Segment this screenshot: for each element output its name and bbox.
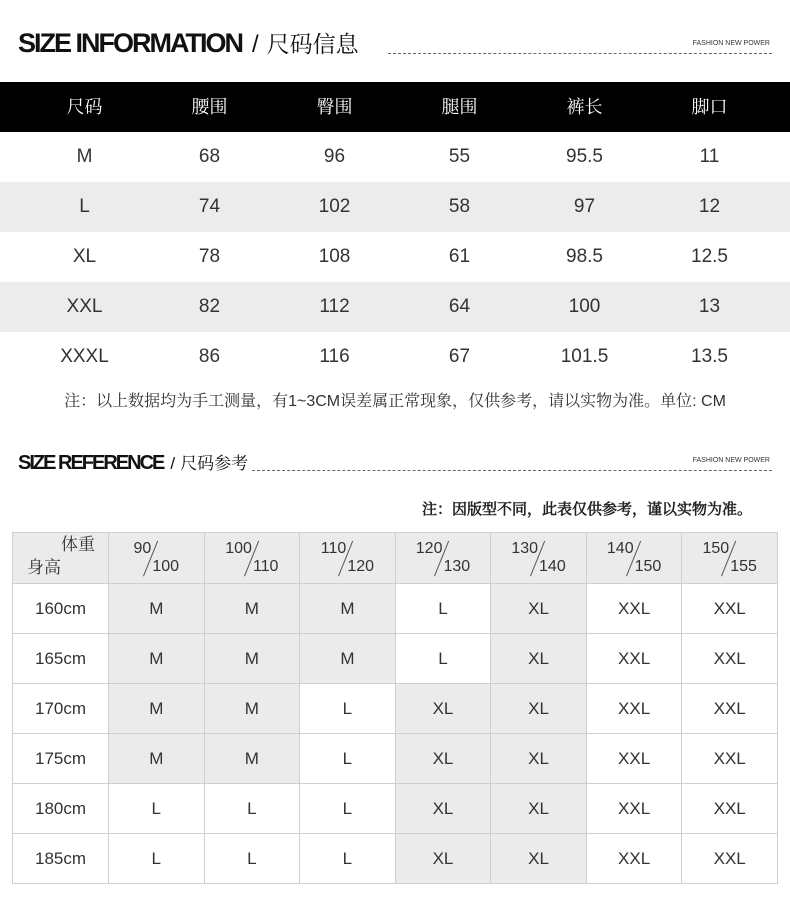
size-cell: M [204,634,300,684]
size-reference-title-cn: 尺码参考 [180,454,249,473]
size-cell: XXL [682,834,778,884]
size-cell: XL [491,834,587,884]
table-row [13,584,778,634]
length-cell: 101.5 [560,346,609,367]
weight-axis-label: 体重 [61,535,95,554]
weight-range-to: 120 [347,558,375,575]
hem-cell: 12 [698,196,721,217]
waist-cell: 86 [198,346,221,367]
weight-range-header [395,533,491,584]
column-header-size: 尺码 [66,97,103,117]
weight-range-from: 100 [225,540,252,557]
weight-range-from: 120 [415,540,443,557]
weight-range-from: 110 [320,540,347,557]
size-cell: M [109,634,205,684]
brand-tagline: FASHION NEW POWER [692,457,770,464]
size-cell: XXL [586,834,682,884]
size-cell: M [109,734,205,784]
size-cell: L [395,634,491,684]
hem-cell: 11 [699,146,720,167]
measurement-note: 注：以上数据均为手工测量，有1~3CM误差属正常现象，仅供参考，请以实物为准。单位: CM [64,393,726,410]
weight-range-to: 150 [634,558,662,575]
size-cell: XL [395,734,491,784]
table-row [13,834,778,884]
height-axis-label: 身高 [27,558,61,577]
waist-cell: 82 [198,296,221,317]
height-cell: 165cm [13,634,109,684]
column-header-thigh: 腿围 [441,97,478,117]
weight-range-header [586,533,682,584]
size-cell: L [204,834,300,884]
weight-range-header [204,533,300,584]
size-information-table [0,82,790,382]
thigh-cell: 64 [448,296,471,317]
table-row [0,182,790,232]
weight-range-to: 100 [152,558,180,575]
weight-range-to: 130 [443,558,471,575]
size-reference-title: SIZE REFERENCE [18,452,164,474]
size-cell: XL [491,634,587,684]
hip-cell: 108 [318,246,351,267]
size-cell: XXL [586,634,682,684]
length-cell: 100 [568,296,601,317]
height-cell: 175cm [13,734,109,784]
weight-range-to: 110 [252,558,279,575]
size-information-heading [18,30,359,58]
size-cell: XL [491,684,587,734]
size-cell: L [300,834,396,884]
size-cell: M [204,734,300,784]
weight-range-from: 90 [133,540,152,557]
table-row [13,734,778,784]
waist-cell: 74 [198,196,221,217]
weight-range-header [300,533,396,584]
weight-range-from: 140 [606,540,634,557]
hem-cell: 12.5 [691,246,728,267]
table-row [0,332,790,382]
size-cell: XXL [586,684,682,734]
size-cell: XL [491,734,587,784]
table-header-row [0,82,790,132]
table-row [13,784,778,834]
hem-cell: 13.5 [691,346,728,367]
size-cell: L [300,734,396,784]
size-cell: L [204,784,300,834]
size-cell: M [204,684,300,734]
weight-range-header [109,533,205,584]
waist-cell: 78 [198,246,221,267]
weight-range-to: 155 [730,558,757,575]
reference-note: 注：因版型不同，此表仅供参考，谨以实物为准。 [421,501,752,518]
table-header-row [13,533,778,584]
size-cell: XL [395,684,491,734]
size-cell: M [109,584,205,634]
hip-cell: 116 [319,346,350,367]
size-cell: XXL [586,734,682,784]
column-header-length: 裤长 [566,97,603,117]
title-separator: / [170,454,176,473]
table-row [0,132,790,182]
table-row [0,232,790,282]
size-information-title-cn: 尺码信息 [266,31,359,57]
waist-cell: 68 [198,146,221,167]
size-cell: XL [491,784,587,834]
size-cell: XXL [586,584,682,634]
title-separator: / [252,31,259,58]
size-cell: L [79,196,90,217]
height-cell: 180cm [13,784,109,834]
weight-range-from: 150 [702,540,730,557]
column-header-hem: 脚口 [691,97,728,117]
height-cell: 170cm [13,684,109,734]
length-cell: 97 [573,196,596,217]
size-cell: XXL [682,684,778,734]
column-header-waist: 腰围 [191,97,228,117]
size-cell: L [109,834,205,884]
length-cell: 98.5 [566,246,603,267]
heading-dashed-rule [388,53,772,54]
height-cell: 185cm [13,834,109,884]
size-cell: XL [491,584,587,634]
size-cell: L [300,784,396,834]
heading-dashed-rule [252,470,772,471]
size-cell: XXL [66,296,103,317]
size-cell: XL [72,246,97,267]
size-cell: L [395,584,491,634]
weight-range-header [491,533,587,584]
size-reference-table [12,532,778,884]
table-row [0,282,790,332]
hip-cell: 102 [318,196,351,217]
height-cell: 160cm [13,584,109,634]
size-cell: XL [395,834,491,884]
size-cell: XXL [682,734,778,784]
size-cell: XXXL [60,346,109,367]
size-cell: M [300,584,396,634]
brand-tagline: FASHION NEW POWER [692,40,770,47]
table-row [13,634,778,684]
thigh-cell: 58 [448,196,471,217]
length-cell: 95.5 [566,146,603,167]
table-row [13,684,778,734]
size-cell: XXL [682,634,778,684]
size-cell: L [109,784,205,834]
size-information-title: SIZE INFORMATION [18,28,242,58]
weight-range-from: 130 [511,540,539,557]
hip-cell: 112 [319,296,350,317]
hem-cell: 13 [698,296,721,317]
size-cell: M [76,146,93,167]
thigh-cell: 61 [448,246,471,267]
corner-header-cell [13,533,109,584]
column-header-hip: 臀围 [316,97,353,117]
weight-range-header [682,533,778,584]
size-cell: XXL [586,784,682,834]
thigh-cell: 67 [448,346,471,367]
size-cell: L [300,684,396,734]
size-cell: XL [395,784,491,834]
weight-range-to: 140 [539,558,566,575]
size-cell: XXL [682,584,778,634]
size-cell: M [109,684,205,734]
size-cell: M [300,634,396,684]
thigh-cell: 55 [448,146,471,167]
size-reference-heading [18,453,248,474]
hip-cell: 96 [323,146,346,167]
size-cell: XXL [682,784,778,834]
size-cell: M [204,584,300,634]
